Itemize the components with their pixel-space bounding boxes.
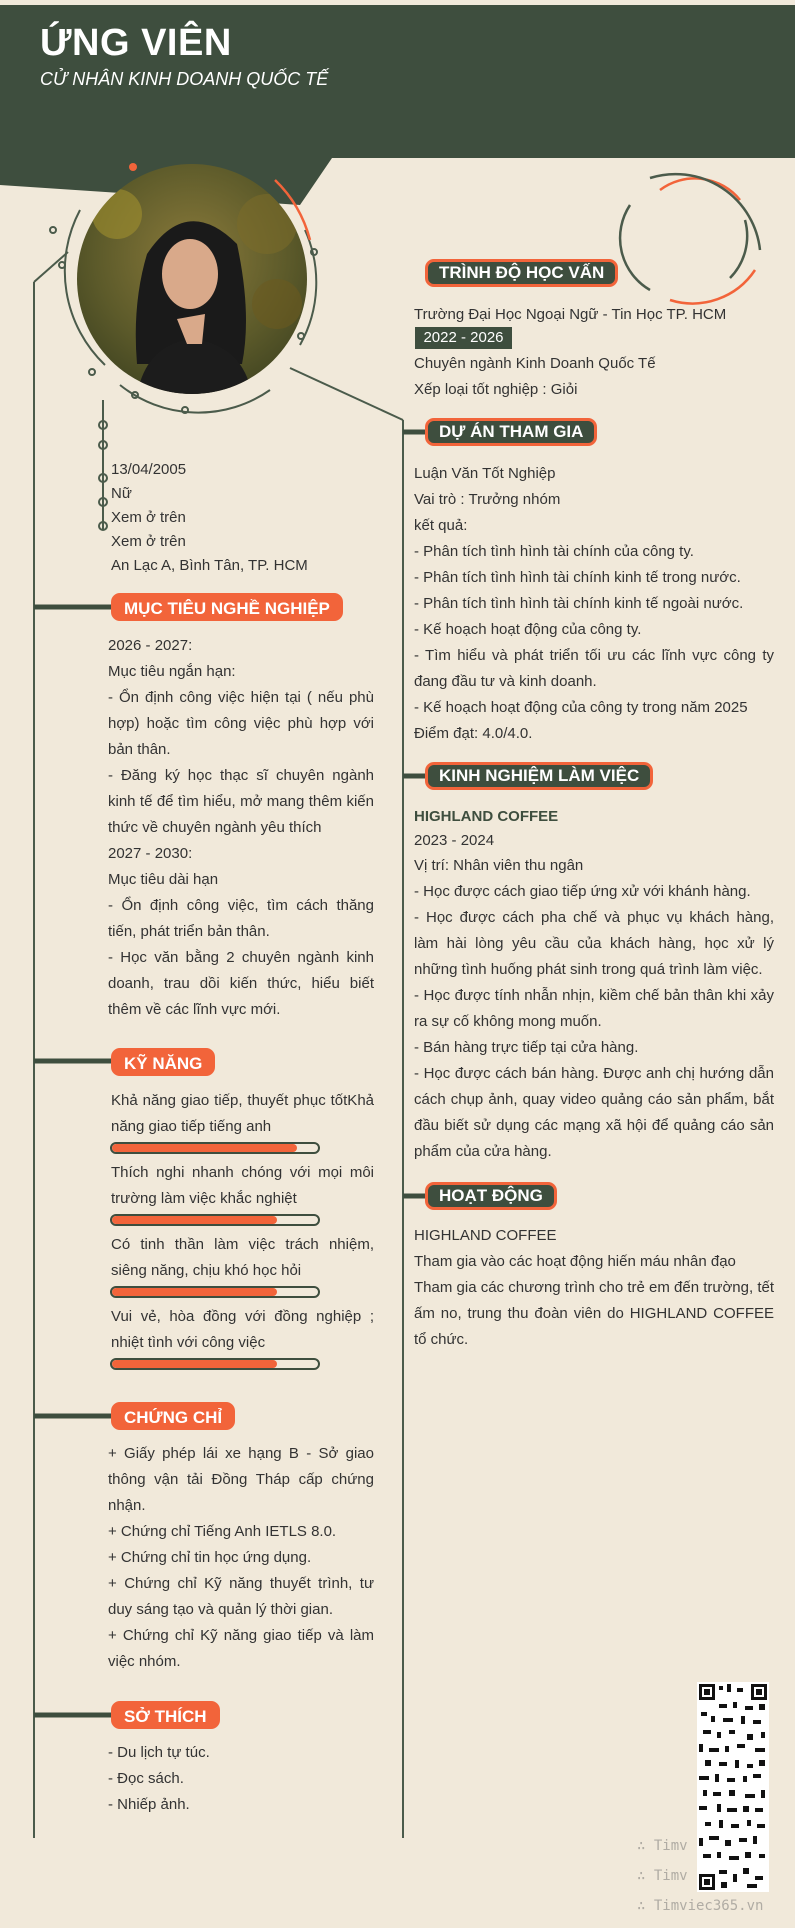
skill-bar	[110, 1358, 320, 1370]
project-line: - Phân tích tình hình tài chính kinh tế trong nước.	[414, 569, 741, 586]
certificate-line: + Chứng chỉ Kỹ năng giao tiếp và làm việc nhóm.	[108, 1627, 374, 1670]
objective-line: Mục tiêu ngắn hạn:	[108, 663, 236, 680]
qr-code[interactable]	[697, 1682, 769, 1892]
watermark: ∴ Timviec365.vn	[637, 1898, 764, 1914]
experience-company: HIGHLAND COFFEE	[414, 808, 559, 825]
hobby-item: - Nhiếp ảnh.	[108, 1796, 190, 1813]
skill-bar-fill	[112, 1360, 277, 1368]
skill-text: Thích nghi nhanh chóng với mọi môi trường làm việc khắc nghiệt	[111, 1164, 374, 1207]
email: Xem ở trên	[111, 533, 186, 550]
watermark: ∴ Timv	[637, 1838, 688, 1854]
objective-line: - Ổn định công việc, tìm cách thăng tiến, phát triển bản thân.	[108, 897, 374, 940]
project-line: - Kế hoạch hoạt động của công ty trong năm 2025	[414, 699, 748, 716]
certificate-line: + Chứng chỉ Kỹ năng thuyết trình, tư duy sáng tạo và quản lý thời gian.	[108, 1575, 374, 1618]
project-line: Vai trò : Trưởng nhóm	[414, 491, 561, 508]
experience-line: - Bán hàng trực tiếp tại cửa hàng.	[414, 1039, 639, 1056]
skill-text: Vui vẻ, hòa đồng với đồng nghiệp ; nhiệt tình với công việc	[111, 1308, 374, 1351]
projects-heading: DỰ ÁN THAM GIA	[425, 418, 597, 446]
skill-bar-fill	[112, 1144, 297, 1152]
project-line: Luận Văn Tốt Nghiệp	[414, 465, 556, 482]
activity-line: Tham gia vào các hoạt động hiến máu nhân đạo	[414, 1253, 736, 1270]
project-line: - Tìm hiểu và phát triển tối ưu các lĩnh vực công ty đang đầu tư và kinh doanh.	[414, 647, 774, 690]
skill-bar	[110, 1214, 320, 1226]
experience-line: - Học được cách bán hàng. Được anh chị hướng dẫn cách chụp ảnh, quay video quảng cáo sản phẩm, bắt đầu biết sử dụng các mạng xã hội để quảng cáo sản phẩm của cửa hàng.	[414, 1065, 774, 1160]
phone: Xem ở trên	[111, 509, 186, 526]
certificates-heading: CHỨNG CHỈ	[111, 1402, 235, 1430]
watermark: ∴ Timv	[637, 1868, 688, 1884]
certificate-line: + Chứng chỉ Tiếng Anh IETLS 8.0.	[108, 1523, 337, 1540]
experience-line: - Học được cách giao tiếp ứng xử với khánh hàng.	[414, 883, 751, 900]
experience-line: - Học được cách pha chế và phục vụ khách hàng, làm hài lòng yêu cầu của khách hàng, học xử lý những tình huống phát sinh trong quá trình làm việc.	[414, 909, 774, 978]
address: An Lạc A, Bình Tân, TP. HCM	[111, 557, 308, 574]
objective-heading: MỤC TIÊU NGHỀ NGHIỆP	[111, 593, 343, 621]
project-line: - Phân tích tình hình tài chính của công ty.	[414, 543, 694, 560]
activity-line: HIGHLAND COFFEE	[414, 1227, 557, 1244]
hobby-item: - Du lịch tự túc.	[108, 1744, 210, 1761]
activities-heading: HOẠT ĐỘNG	[425, 1182, 557, 1210]
hobbies-heading: SỞ THÍCH	[111, 1701, 220, 1729]
project-line: kết quả:	[414, 517, 468, 534]
objective-line: 2026 - 2027:	[108, 637, 193, 654]
project-line: - Kế hoạch hoạt động của công ty.	[414, 621, 642, 638]
experience-line: Vị trí: Nhân viên thu ngân	[414, 857, 584, 874]
skill-bar-fill	[112, 1288, 277, 1296]
skill-text: Có tinh thần làm việc trách nhiệm, siêng năng, chịu khó học hỏi	[111, 1236, 374, 1279]
objective-line: - Ổn định công việc hiện tại ( nếu phù hợp) hoặc tìm công việc phù hợp với bản thân.	[108, 689, 374, 758]
skill-bar	[110, 1142, 320, 1154]
skill-text: Khả năng giao tiếp, thuyết phục tốtKhả năng giao tiếp tiếng anh	[111, 1092, 374, 1135]
experience-heading: KINH NGHIỆM LÀM VIỆC	[425, 762, 653, 790]
candidate-title: CỬ NHÂN KINH DOANH QUỐC TẾ	[40, 69, 329, 89]
education-grade: Xếp loại tốt nghiệp : Giỏi	[414, 381, 578, 398]
skill-bar	[110, 1286, 320, 1298]
objective-line: Mục tiêu dài hạn	[108, 871, 219, 888]
experience-line: - Học được tính nhẫn nhịn, kiềm chế bản thân khi xảy ra sự cố không mong muốn.	[414, 987, 774, 1030]
certificate-line: + Giấy phép lái xe hạng B - Sở giao thông vận tải Đồng Tháp cấp chứng nhận.	[108, 1445, 374, 1514]
candidate-name: ỨNG VIÊN	[40, 22, 232, 64]
education-heading: TRÌNH ĐỘ HỌC VẤN	[425, 259, 618, 287]
education-years: 2022 - 2026	[415, 327, 512, 349]
birth-date: 13/04/2005	[111, 461, 187, 478]
project-line: Điểm đạt: 4.0/4.0.	[414, 725, 533, 742]
hobby-item: - Đọc sách.	[108, 1770, 184, 1787]
skill-bar-fill	[112, 1216, 277, 1224]
objective-line: 2027 - 2030:	[108, 845, 193, 862]
skills-heading: KỸ NĂNG	[111, 1048, 215, 1076]
certificate-line: + Chứng chỉ tin học ứng dụng.	[108, 1549, 312, 1566]
experience-line: 2023 - 2024	[414, 832, 495, 849]
objective-line: - Đăng ký học thạc sĩ chuyên ngành kinh tế để tìm hiểu, mở mang thêm kiến thức về chuyên ngành yêu thích	[108, 767, 374, 836]
avatar-photo	[77, 164, 307, 394]
objective-line: - Học văn bằng 2 chuyên ngành kinh doanh, trau dồi kiến thức, hiểu biết thêm về các lĩnh vực mới.	[108, 949, 374, 1018]
gender: Nữ	[111, 485, 132, 502]
project-line: - Phân tích tình hình tài chính kinh tế ngoài nước.	[414, 595, 744, 612]
activity-line: Tham gia các chương trình cho trẻ em đến trường, tết ấm no, trung thu đoàn viên do HIGHLAND COFFEE tổ chức.	[414, 1279, 774, 1348]
education-school: Trường Đại Học Ngoại Ngữ - Tin Học TP. HCM	[414, 306, 727, 323]
education-major: Chuyên ngành Kinh Doanh Quốc Tế	[414, 355, 656, 372]
